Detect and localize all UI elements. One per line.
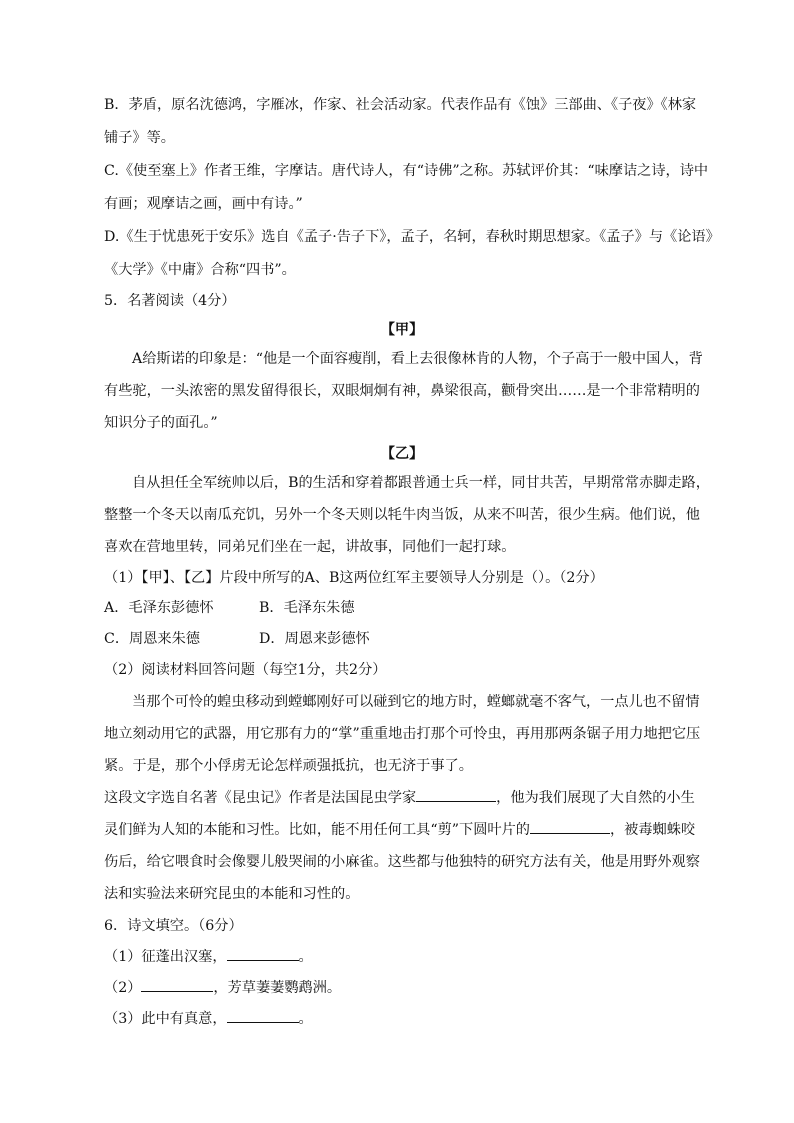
excerpt-jia-heading: 【甲】	[380, 322, 424, 338]
q5-options-row1	[104, 598, 700, 618]
excerpt-jia-line2: 有些驼，一头浓密的黑发留得很长，双眼炯炯有神，鼻梁很高，颧骨突出……是一个非常精明的	[104, 383, 700, 399]
q5-option-b[interactable]: B．毛泽东朱德	[259, 600, 355, 616]
q6-title: 6．诗文填空。（6分）	[104, 918, 243, 934]
q5-sub2: （2）阅读材料回答问题（每空1分，共2分）	[104, 662, 387, 678]
passage-line5: 灵们鲜为人知的本能和习性。比如，能不用任何工具“剪”下圆叶片的 ，被毒蜘蛛咬	[104, 822, 696, 838]
excerpt-jia-line3: 知识分子的面孔。”	[104, 415, 218, 431]
passage-line4: 这段文字选自名著《昆虫记》作者是法国昆虫学家 ，他为我们展现了大自然的小生	[104, 790, 695, 806]
q5-sub1: （1）【甲】、【乙】片段中所写的A、B这两位红军主要领导人分别是（）。（2分）	[104, 570, 604, 586]
passage-line7: 法和实验法来研究昆虫的本能和习性的。	[104, 886, 360, 902]
excerpt-yi-line2: 整整一个冬天以南瓜充饥，另外一个冬天则以牦牛肉当饭，从来不叫苦，很少生病。他们说，他	[104, 507, 700, 523]
excerpt-yi-line1: 自从担任全军统帅以后，B的生活和穿着都跟普通士兵一样，同甘共苦，早期常常赤脚走路，	[132, 475, 710, 491]
q5-options-row2	[104, 629, 700, 649]
passage-line1: 当那个可怜的蝗虫移动到螳螂刚好可以碰到它的地方时，螳螂就毫不客气，一点儿也不留情	[132, 694, 700, 710]
answer-blank-insect[interactable]	[530, 832, 610, 834]
q5-option-d[interactable]: D．周恩来彭德怀	[259, 631, 370, 647]
passage-line2: 地立刻动用它的武器，用它那有力的“掌”重重地击打那个可怜虫，再用那两条锯子用力地把它压	[104, 726, 701, 742]
q4-option-d-line1: D.《生于忧患死于安乐》选自《孟子·告子下》，孟子，名轲，春秋时期思想家。《孟子》与《论语》	[104, 229, 720, 245]
q5-option-c[interactable]: C．周恩来朱德	[104, 631, 200, 647]
poem-blank-2[interactable]	[141, 990, 213, 992]
q4-option-d-line2: 《大学》《中庸》合称“四书”。	[104, 262, 296, 278]
excerpt-jia-line1: A给斯诺的印象是：“他是一个面容瘦削，看上去很像林肯的人物，个子高于一般中国人，背	[132, 351, 703, 367]
excerpt-yi-heading: 【乙】	[380, 446, 424, 462]
passage-line6: 伤后，给它喂食时会像婴儿般哭闹的小麻雀。这些都与他独特的研究方法有关，他是用野外观察	[104, 854, 700, 870]
q5-option-a[interactable]: A．毛泽东彭德怀	[104, 600, 214, 616]
q4-option-b-line1: B．茅盾，原名沈德鸿，字雁冰，作家、社会活动家。代表作品有《蚀》三部曲、《子夜》《林家	[104, 97, 697, 113]
excerpt-yi-line3: 喜欢在营地里转，同弟兄们坐在一起，讲故事，同他们一起打球。	[104, 539, 516, 555]
q4-option-b-line2: 铺子》等。	[104, 130, 175, 146]
q6-line2: （2） ，芳草萋萋鹦鹉洲。	[104, 980, 342, 996]
q5-title: 5．名著阅读（4分）	[104, 293, 236, 309]
q4-option-c-line2: 有画；观摩诘之画，画中有诗。”	[104, 196, 303, 212]
q6-line1: （1）征蓬出汉塞， 。	[104, 949, 313, 965]
q6-line3: （3）此中有真意， 。	[104, 1011, 313, 1027]
poem-blank-1[interactable]	[227, 959, 299, 961]
answer-blank-scientist[interactable]	[416, 800, 496, 802]
passage-line3: 紧。于是，那个小俘虏无论怎样顽强抵抗，也无济于事了。	[104, 758, 473, 774]
q4-option-c-line1: C.《使至塞上》作者王维，字摩诘。唐代诗人，有“诗佛”之称。苏轼评价其：“味摩诘之诗，诗中	[104, 163, 709, 179]
poem-blank-3[interactable]	[227, 1021, 299, 1023]
